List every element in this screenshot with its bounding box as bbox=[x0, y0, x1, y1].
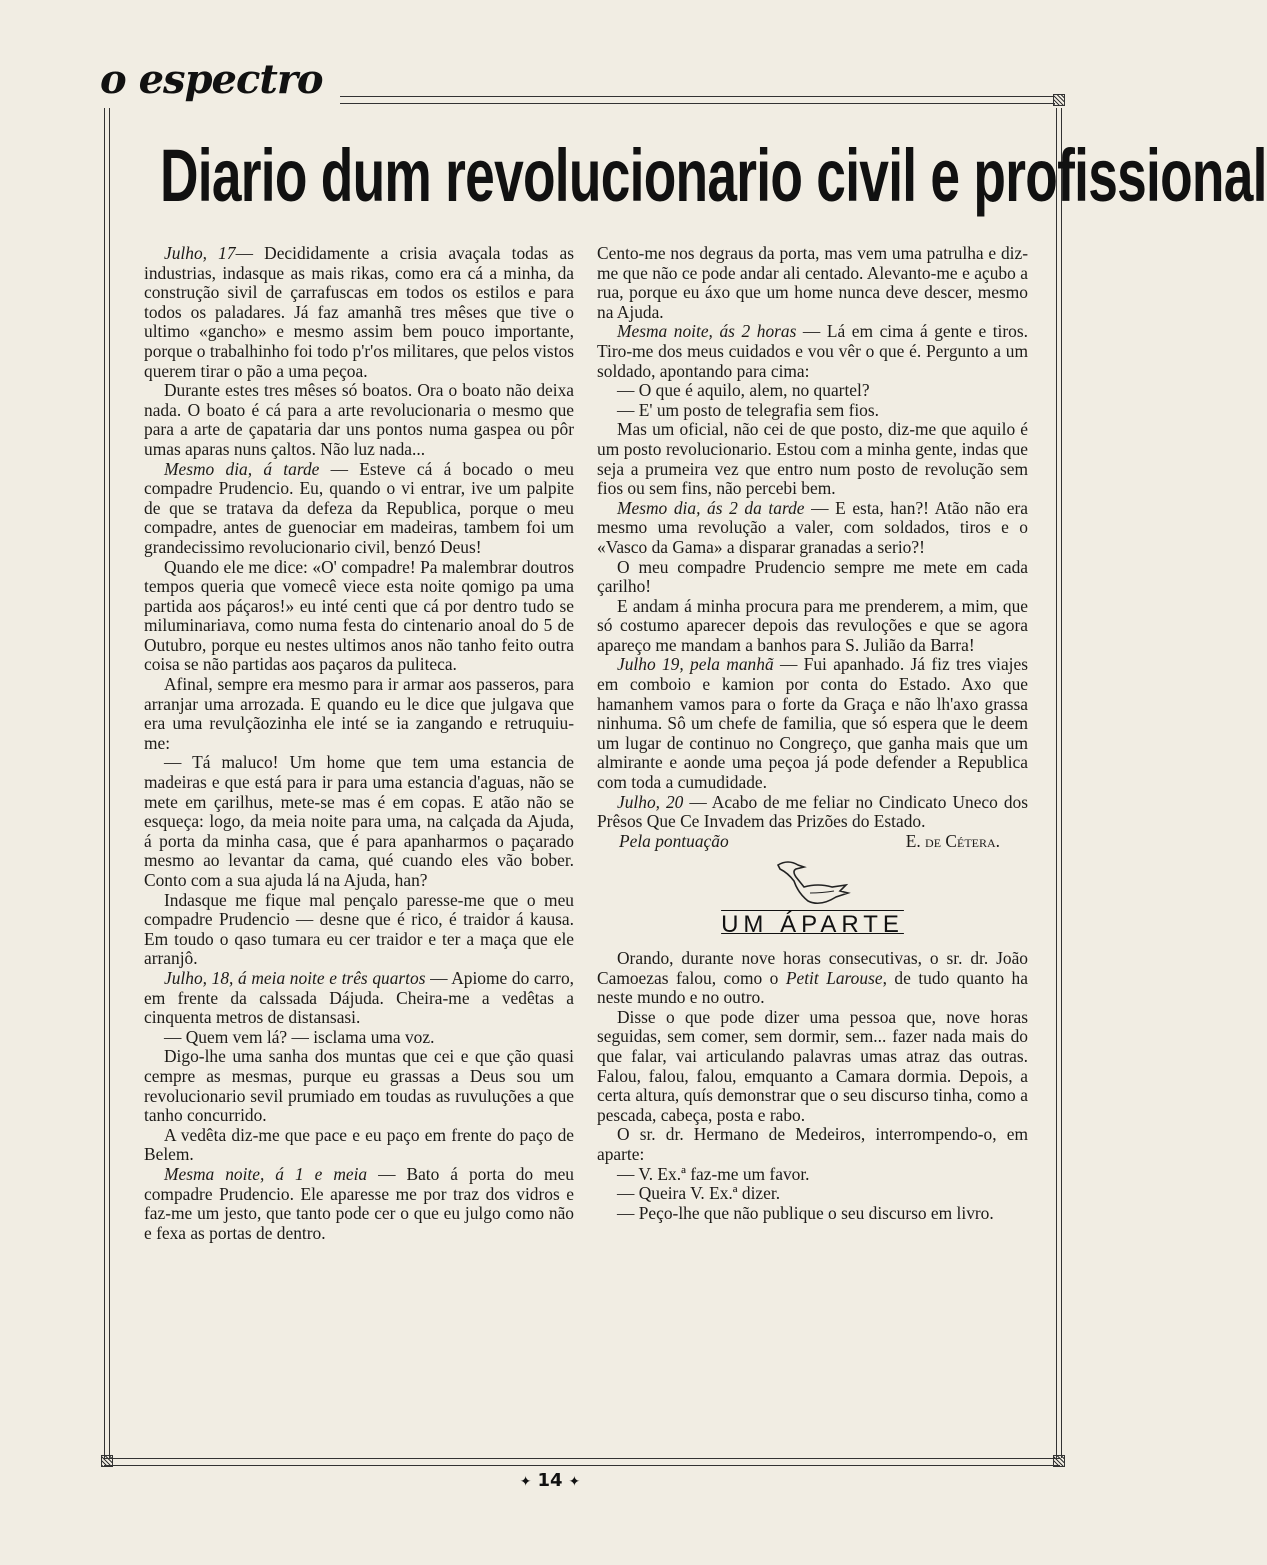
diary-paragraph bbox=[597, 401, 1028, 421]
diary-text: A vedêta diz-me que pace e eu paço em frente do paço de Belem. bbox=[144, 1124, 574, 1165]
frame-top-rule bbox=[340, 96, 1055, 104]
diary-text: — O que é aquilo, alem, no quartel? bbox=[617, 380, 870, 401]
diary-date: Julho, 18, á meia noite e três quartos bbox=[164, 967, 426, 988]
corner-ornament bbox=[101, 1455, 113, 1467]
corner-ornament bbox=[1053, 1455, 1065, 1467]
diary-text: — E esta, han?! Atão não era mesmo uma revolução a valer, com soldados, tiros e o «Vasco da Gama» a disparar granadas a serio?! bbox=[597, 497, 1028, 557]
right-column bbox=[597, 244, 1028, 1223]
diary-text: — Acabo de me feliar no Cindicato Uneco dos Prêsos Que Ce Invadem das Prizões do Estado. bbox=[597, 791, 1028, 832]
signature-line bbox=[597, 832, 1028, 852]
aparte-paragraph: — V. Ex.ª faz-me um favor. bbox=[617, 1163, 810, 1184]
diary-paragraph bbox=[597, 558, 1028, 597]
diary-date: Mesma noite, ás 2 horas bbox=[617, 321, 797, 342]
diary-paragraph bbox=[144, 969, 574, 1028]
diary-text: — Apiome do carro, em frente da calssada Dájuda. Cheira-me a vedêtas a cinquenta metros de distansasi. bbox=[144, 967, 574, 1028]
diary-text: Cento-me nos degraus da porta, mas vem uma patrulha e diz-me que não ce pode andar ali centado. Alevanto-me e açubo a rua, porque eu áxo que um home nunca deve descer, mesmo na Ajuda. bbox=[597, 243, 1028, 322]
diary-paragraph bbox=[144, 460, 574, 558]
page-number-value: 14 bbox=[537, 1470, 563, 1491]
diary-paragraph bbox=[144, 1047, 574, 1125]
diary-date: Julho 19, pela manhã bbox=[617, 654, 774, 675]
diary-text: — Bato á porta do meu compadre Prudencio. Ele aparesse me por traz dos vidros e faz-me um jesto, que tanto pode cer o que eu julgo como não e fexa as portas de dentro. bbox=[144, 1163, 574, 1243]
diary-paragraph bbox=[144, 244, 574, 381]
aparte-heading: UM ÁPARTE bbox=[721, 911, 904, 939]
diary-text: — Tá maluco! Um home que tem uma estancia de madeiras e que está para ir para uma estancia d'aguas, não se mete em çarilhus, mete-se mas é em copas. E atão não se esqueça: logo, da meia noite para uma, na calçada da Ajuda, á porta da minha casa, que é para apanharmos o paçarado mesmo ao levantar da cama, qué cuando eles vão bober. Conto com a sua ajuda lá na Ajuda, han? bbox=[144, 752, 574, 890]
diary-paragraph bbox=[597, 793, 1028, 832]
diary-text: E andam á minha procura para me prenderem, a mim, que só costumo aparecer depois das revuloções e que se agora apareço me mandam a banhos para S. Julião da Barra! bbox=[597, 595, 1028, 655]
diary-paragraph bbox=[597, 381, 1028, 401]
aparte-paragraph: — Queira V. Ex.ª dizer. bbox=[617, 1183, 781, 1204]
goose-vignette-icon bbox=[774, 857, 852, 909]
frame-bottom-rule bbox=[104, 1458, 1060, 1466]
diary-text: Mas um oficial, não cei de que posto, diz-me que aquilo é um posto revolucionario. Estou com a minha gente, indas que seja a prumeira vez que entro num posto de revolução sem fios ou sem fins, não percebi bem. bbox=[597, 419, 1028, 499]
diary-text: — Quem vem lá? — isclama uma voz. bbox=[164, 1026, 435, 1047]
signature-author: E. de Cétera. bbox=[905, 830, 1000, 851]
masthead-logo: o espectro bbox=[100, 56, 323, 103]
diary-text: — Fui apanhado. Já fiz tres viajes em comboio e kamion por conta do Estado. Axo que hamanhem vamos para o forte da Graça e não lh'axo grassa ninhuma. Sô um chefe de familia, que só espera que le deem um lugar de continuo no Congreço, que ganha mais que um almirante e aonde uma peçoa já pode defender a Republica com toda a cumudidade. bbox=[597, 654, 1028, 793]
diary-text: — Esteve cá á bocado o meu compadre Prudencio. Eu, quando o vi entrar, ive um palpite de que se tratava da defeza da Republica, porque o meu compadre, antes de guenociar em madeiras, tambem foi um grandecissimo revolucionario civil, benzó Deus! bbox=[144, 458, 574, 557]
diary-paragraph bbox=[144, 381, 574, 459]
diary-date: Mesma noite, á 1 e meia bbox=[164, 1163, 368, 1184]
diary-text: Indasque me fique mal pençalo paresse-me que o meu compadre Prudencio — desne que é rico, é traidor á kausa. Em toudo o qaso tumara eu cer traidor e ter a maça que ele arranjô. bbox=[144, 889, 574, 969]
diary-paragraph bbox=[144, 891, 574, 969]
diary-text: Durante estes tres mêses só boatos. Ora o boato não deixa nada. O boato é cá para a arte revolucionaria o mesmo que para a arte de çapataria dar uns pontos numa gaspea ou pôr umas aparas nuns çaltos. Não luz nada... bbox=[144, 380, 574, 459]
ornament-icon: ✦ bbox=[568, 1474, 581, 1490]
aparte-paragraph: Disse o que pode dizer uma pessoa que, nove horas seguidas, sem comer, sem dormir, sem... fazer nada mais do que falar, vai articulando palavras umas atraz das outras. Falou, falou, falou, emquanto a Camara dormia. Depois, a certa altura, quís demonstrar que o seu discurso tinha, como a pescada, cabeça, posta e rabo. bbox=[597, 1006, 1028, 1125]
diary-text: — Decididamente a crisia avaçala todas as industrias, indasque as mais rikas, como era cá a minha, da construção sivil de çarrafuscas em todos os estilos e para todos os paladares. Já faz amanhã tres mêses que tive o ultimo «gancho» e mesmo assim bem pouco importante, porque o trabalhinho foi todo p'r'os militares, que pelos vistos querem tirar o pão a uma peçoa. bbox=[144, 243, 574, 381]
diary-text: Quando ele me dice: «O' compadre! Pa malembrar doutros tempos queria que vomecê viece esta noite qomigo pa uma partida aos páçaros!» eu inté centi que cá por dentro tudo se miluminariava, como numa festa do cintenario anoal do 5 de Outubro, porque eu nestes ultimos anos não tanho feito outra coisa se não partidas aos paçaros da puliteca. bbox=[144, 556, 574, 675]
diary-paragraph bbox=[597, 655, 1028, 792]
diary-date: Julho, 17 bbox=[164, 243, 236, 263]
diary-paragraph bbox=[144, 753, 574, 890]
diary-text: — Lá em cima á gente e tiros. Tiro-me dos meus cuidados e vou vêr o que é. Pergunto a um soldado, apontando para cima: bbox=[597, 321, 1028, 381]
diary-paragraph bbox=[144, 558, 574, 676]
diary-date: Mesmo dia, ás 2 da tarde bbox=[617, 497, 805, 518]
article-title: Diario dum revolucionario civil e profissional bbox=[160, 134, 1267, 217]
corner-ornament bbox=[1053, 94, 1065, 106]
aparte-paragraph: O sr. dr. Hermano de Medeiros, interrompendo-o, em aparte: bbox=[597, 1124, 1028, 1164]
ornament-icon: ✦ bbox=[519, 1474, 532, 1490]
diary-paragraph bbox=[144, 1126, 574, 1165]
page-number bbox=[0, 1470, 1100, 1491]
diary-text: — E' um posto de telegrafia sem fios. bbox=[617, 399, 879, 420]
aparte-paragraph: Orando, durante nove horas consecutivas, o sr. dr. João Camoezas falou, como o Petit Larouse, de tudo quanto ha neste mundo e no outro. bbox=[597, 948, 1028, 1008]
diary-paragraph bbox=[597, 597, 1028, 656]
diary-continuation bbox=[597, 244, 1028, 832]
signature-note: Pela pontuação bbox=[619, 830, 729, 851]
aparte-paragraph: — Peço-lhe que não publique o seu discurso em livro. bbox=[617, 1202, 994, 1223]
diary-paragraph bbox=[597, 322, 1028, 381]
diary-date: Julho, 20 bbox=[617, 791, 684, 812]
diary-date: Mesmo dia, á tarde bbox=[164, 458, 320, 479]
frame-left-rule bbox=[104, 108, 110, 1458]
frame-right-rule bbox=[1056, 108, 1062, 1458]
diary-paragraph bbox=[144, 1028, 574, 1048]
diary-paragraph bbox=[597, 499, 1028, 558]
diary-paragraph bbox=[144, 1165, 574, 1243]
left-column bbox=[144, 244, 574, 1243]
diary-paragraph bbox=[144, 675, 574, 753]
diary-text: O meu compadre Prudencio sempre me mete em cada çarilho! bbox=[597, 556, 1028, 597]
diary-paragraph bbox=[597, 244, 1028, 322]
aparte-body bbox=[597, 949, 1028, 1223]
diary-text: Digo-lhe uma sanha dos muntas que cei e que ção quasi cempre as mesmas, purque eu grassas a Deus sou um revolucionario sevil prumiado em toudas as ruvuluções a que tanho concurrido. bbox=[144, 1046, 574, 1126]
diary-text: Afinal, sempre era mesmo para ir armar aos passeros, para arranjar uma arrozada. E quando eu le dice que julgava que era uma revulçãozinha ele inté se ia zangando e retruquiu-me: bbox=[144, 674, 574, 753]
diary-paragraph bbox=[597, 420, 1028, 498]
